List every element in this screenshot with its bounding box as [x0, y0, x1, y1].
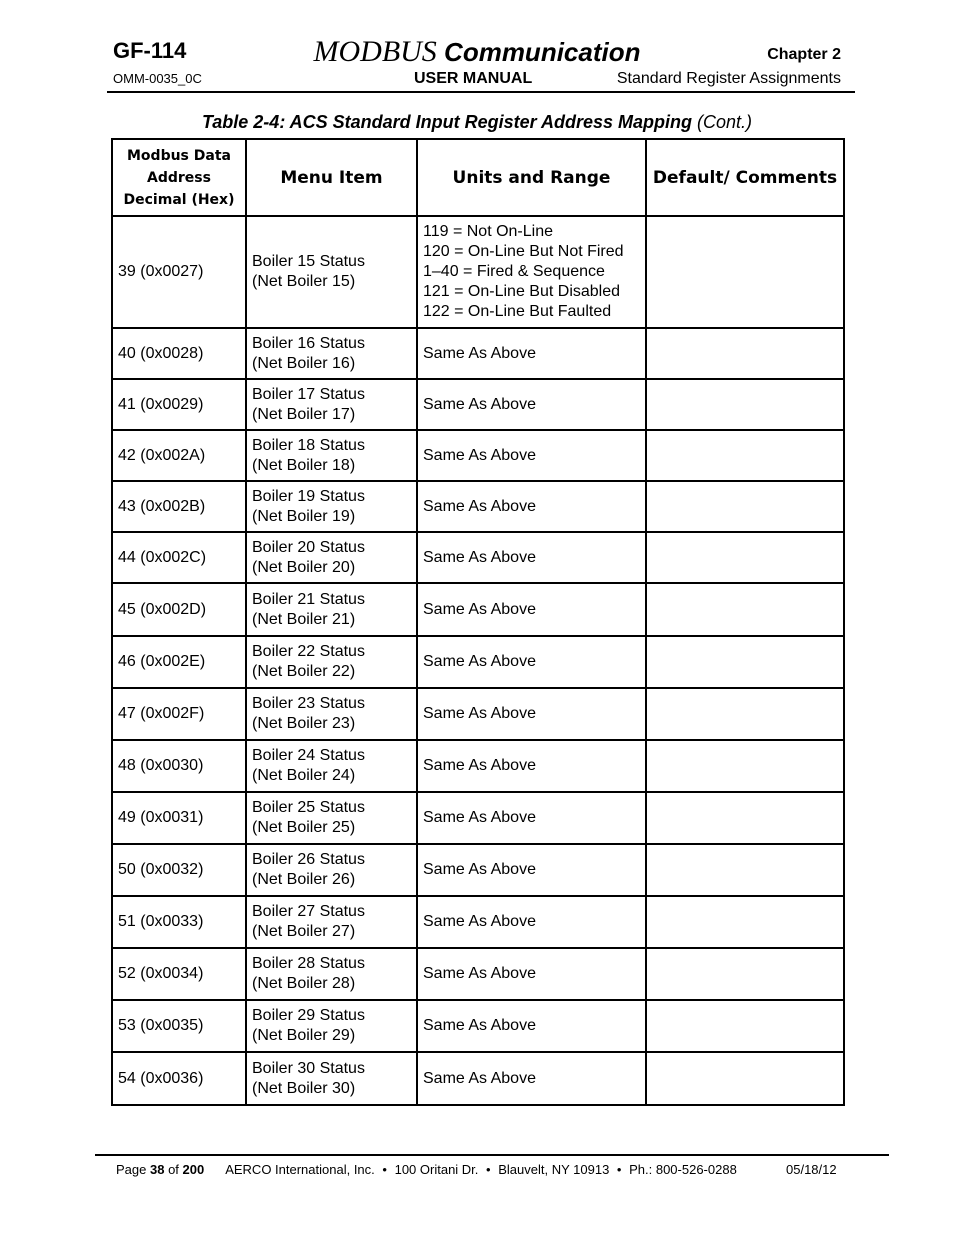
cell-menu-item [246, 636, 417, 688]
cell-menu-item [246, 379, 417, 430]
footer-page-num: 38 [149, 1162, 165, 1177]
cell-default-comments [646, 532, 844, 583]
cell-units-range [417, 379, 646, 430]
footer-address: 100 Oritani Dr. [394, 1162, 479, 1177]
table-caption [0, 112, 954, 133]
cell-menu-item [246, 1000, 417, 1052]
table-row [112, 1052, 844, 1105]
menu-item-line: (Net Boiler 17) [252, 405, 356, 423]
units-range-line: Same As Above [423, 861, 536, 878]
cell-menu-item [246, 583, 417, 636]
footer [116, 1162, 837, 1177]
cell-menu-item [246, 328, 417, 379]
caption-main: Table 2-4: ACS Standard Input Register Address Mapping [201, 112, 693, 132]
menu-item-line: (Net Boiler 25) [252, 819, 356, 836]
footer-page-total: 200 [182, 1162, 205, 1177]
cell-menu-item [246, 216, 417, 328]
cell-address: 40 (0x0028) [112, 328, 246, 379]
table-row [112, 379, 844, 430]
menu-item-line: Boiler 15 Status [252, 253, 365, 270]
cell-menu-item [246, 481, 417, 532]
col-header-address-line: Address [147, 169, 211, 186]
table-row [112, 844, 844, 896]
menu-item-line: Boiler 24 Status [252, 747, 365, 764]
footer-page-prefix: Page [116, 1162, 150, 1177]
table-row [112, 532, 844, 583]
footer-phone: Ph.: 800-526-0288 [629, 1162, 737, 1177]
cell-address: 39 (0x0027) [112, 216, 246, 328]
cell-units-range [417, 792, 646, 844]
cell-menu-item [246, 740, 417, 792]
table-header-row [112, 139, 844, 216]
menu-item-line: (Net Boiler 29) [252, 1027, 356, 1044]
menu-item-line: Boiler 23 Status [252, 695, 365, 712]
units-range-line: Same As Above [423, 809, 536, 826]
caption-cont: (Cont.) [697, 112, 753, 132]
menu-item-line: (Net Boiler 20) [252, 558, 356, 576]
cell-menu-item [246, 532, 417, 583]
cell-default-comments [646, 328, 844, 379]
cell-units-range [417, 896, 646, 948]
menu-item-line: (Net Boiler 26) [252, 871, 356, 888]
title-rest: Communication [436, 37, 641, 67]
col-header-address-line: Decimal (Hex) [123, 191, 235, 208]
col-header-address [112, 139, 246, 216]
menu-item-line: Boiler 30 Status [252, 1059, 365, 1077]
table-row [112, 430, 844, 481]
cell-units-range [417, 636, 646, 688]
table-row [112, 948, 844, 1000]
units-range-line: 119 = Not On-Line [423, 223, 554, 240]
menu-item-line: Boiler 16 Status [252, 334, 365, 352]
cell-default-comments [646, 1052, 844, 1105]
cell-default-comments [646, 379, 844, 430]
cell-default-comments [646, 1000, 844, 1052]
cell-address: 53 (0x0035) [112, 1000, 246, 1052]
header-rule [107, 91, 855, 93]
cell-address: 54 (0x0036) [112, 1052, 246, 1105]
menu-item-line: Boiler 20 Status [252, 538, 365, 556]
cell-menu-item [246, 948, 417, 1000]
menu-item-line: (Net Boiler 23) [252, 715, 356, 732]
cell-units-range [417, 948, 646, 1000]
cell-menu-item [246, 844, 417, 896]
menu-item-line: Boiler 17 Status [252, 385, 365, 403]
footer-rule [95, 1154, 889, 1156]
units-range-line: Same As Above [423, 705, 536, 722]
units-range-line: 120 = On-Line But Not Fired [423, 243, 624, 260]
cell-units-range [417, 216, 646, 328]
units-range-line: Same As Above [423, 548, 536, 566]
col-header-default-line: Default/ [652, 167, 730, 188]
manual-subtitle: USER MANUAL [414, 70, 533, 87]
col-header-address-line: Modbus Data [127, 147, 231, 164]
cell-units-range [417, 844, 646, 896]
cell-default-comments [646, 844, 844, 896]
menu-item-line: (Net Boiler 24) [252, 767, 356, 784]
cell-address: 50 (0x0032) [112, 844, 246, 896]
table-row [112, 328, 844, 379]
register-table [111, 138, 845, 1106]
col-header-default [646, 139, 844, 216]
cell-address: 44 (0x002C) [112, 532, 246, 583]
menu-item-line: (Net Boiler 16) [252, 354, 356, 372]
units-range-line: Same As Above [423, 446, 536, 464]
cell-default-comments [646, 583, 844, 636]
bullet-icon: • [616, 1162, 622, 1177]
cell-address: 41 (0x0029) [112, 379, 246, 430]
cell-default-comments [646, 481, 844, 532]
cell-default-comments [646, 792, 844, 844]
cell-address: 45 (0x002D) [112, 583, 246, 636]
menu-item-line: (Net Boiler 15) [252, 273, 356, 290]
bullet-icon: • [382, 1162, 387, 1177]
cell-menu-item [246, 1052, 417, 1105]
cell-default-comments [646, 636, 844, 688]
doc-code: OMM-0035_0C [113, 71, 202, 86]
cell-default-comments [646, 740, 844, 792]
footer-page [116, 1162, 204, 1177]
cell-default-comments [646, 896, 844, 948]
units-range-line: 1–40 = Fired & Sequence [423, 263, 605, 280]
menu-item-line: (Net Boiler 18) [252, 456, 356, 474]
menu-item-line: Boiler 21 Status [252, 590, 365, 608]
cell-menu-item [246, 430, 417, 481]
menu-item-line: Boiler 29 Status [252, 1007, 365, 1024]
col-header-menu: Menu Item [246, 139, 417, 216]
cell-address: 52 (0x0034) [112, 948, 246, 1000]
units-range-line: Same As Above [423, 757, 536, 774]
table-row [112, 216, 844, 328]
table-row [112, 896, 844, 948]
menu-item-line: (Net Boiler 22) [252, 663, 356, 680]
footer-date: 05/18/12 [786, 1162, 837, 1177]
menu-item-line: (Net Boiler 27) [252, 923, 356, 940]
cell-units-range [417, 532, 646, 583]
footer-page-of: of [164, 1162, 183, 1177]
chapter-label: Chapter 2 [767, 46, 841, 63]
menu-item-line: Boiler 18 Status [252, 436, 365, 454]
col-header-default-line: Comments [735, 167, 838, 188]
cell-address: 46 (0x002E) [112, 636, 246, 688]
title-brand: MODBUS [313, 35, 437, 68]
table-row [112, 1000, 844, 1052]
menu-item-line: Boiler 19 Status [252, 487, 365, 505]
menu-item-line: Boiler 22 Status [252, 643, 365, 660]
col-header-units: Units and Range [417, 139, 646, 216]
menu-item-line: (Net Boiler 30) [252, 1079, 356, 1097]
menu-item-line: Boiler 25 Status [252, 799, 365, 816]
menu-item-line: (Net Boiler 21) [252, 610, 356, 628]
cell-units-range [417, 583, 646, 636]
footer-city: Blauvelt, NY 10913 [498, 1162, 610, 1177]
units-range-line: Same As Above [423, 913, 536, 930]
cell-units-range [417, 688, 646, 740]
units-range-line: Same As Above [423, 395, 536, 413]
cell-units-range [417, 430, 646, 481]
cell-default-comments [646, 688, 844, 740]
cell-units-range [417, 328, 646, 379]
menu-item-line: Boiler 27 Status [252, 903, 365, 920]
doc-id: GF-114 [113, 38, 187, 63]
menu-item-line: (Net Boiler 19) [252, 507, 356, 525]
cell-units-range [417, 481, 646, 532]
footer-company: AERCO International, Inc. [225, 1162, 375, 1177]
cell-address: 49 (0x0031) [112, 792, 246, 844]
cell-units-range [417, 740, 646, 792]
units-range-line: 121 = On-Line But Disabled [423, 283, 621, 300]
cell-units-range [417, 1052, 646, 1105]
table-row [112, 792, 844, 844]
cell-default-comments [646, 430, 844, 481]
units-range-line: Same As Above [423, 600, 536, 618]
units-range-line: Same As Above [423, 497, 536, 515]
bullet-icon: • [486, 1162, 491, 1177]
cell-menu-item [246, 896, 417, 948]
cell-menu-item [246, 792, 417, 844]
cell-address: 48 (0x0030) [112, 740, 246, 792]
units-range-line: 122 = On-Line But Faulted [423, 303, 612, 320]
table-row [112, 583, 844, 636]
cell-address: 51 (0x0033) [112, 896, 246, 948]
cell-default-comments [646, 948, 844, 1000]
cell-menu-item [246, 688, 417, 740]
cell-units-range [417, 1000, 646, 1052]
cell-address: 47 (0x002F) [112, 688, 246, 740]
cell-address: 43 (0x002B) [112, 481, 246, 532]
table-row [112, 636, 844, 688]
menu-item-line: Boiler 26 Status [252, 851, 365, 868]
table-row [112, 740, 844, 792]
units-range-line: Same As Above [423, 965, 536, 982]
table-row [112, 481, 844, 532]
table-row [112, 688, 844, 740]
units-range-line: Same As Above [423, 344, 536, 362]
units-range-line: Same As Above [423, 1069, 536, 1087]
menu-item-line: Boiler 28 Status [252, 955, 365, 972]
cell-address: 42 (0x002A) [112, 430, 246, 481]
cell-default-comments [646, 216, 844, 328]
menu-item-line: (Net Boiler 28) [252, 975, 356, 992]
units-range-line: Same As Above [423, 1017, 536, 1034]
units-range-line: Same As Above [423, 653, 536, 670]
section-label: Standard Register Assignments [616, 70, 841, 87]
